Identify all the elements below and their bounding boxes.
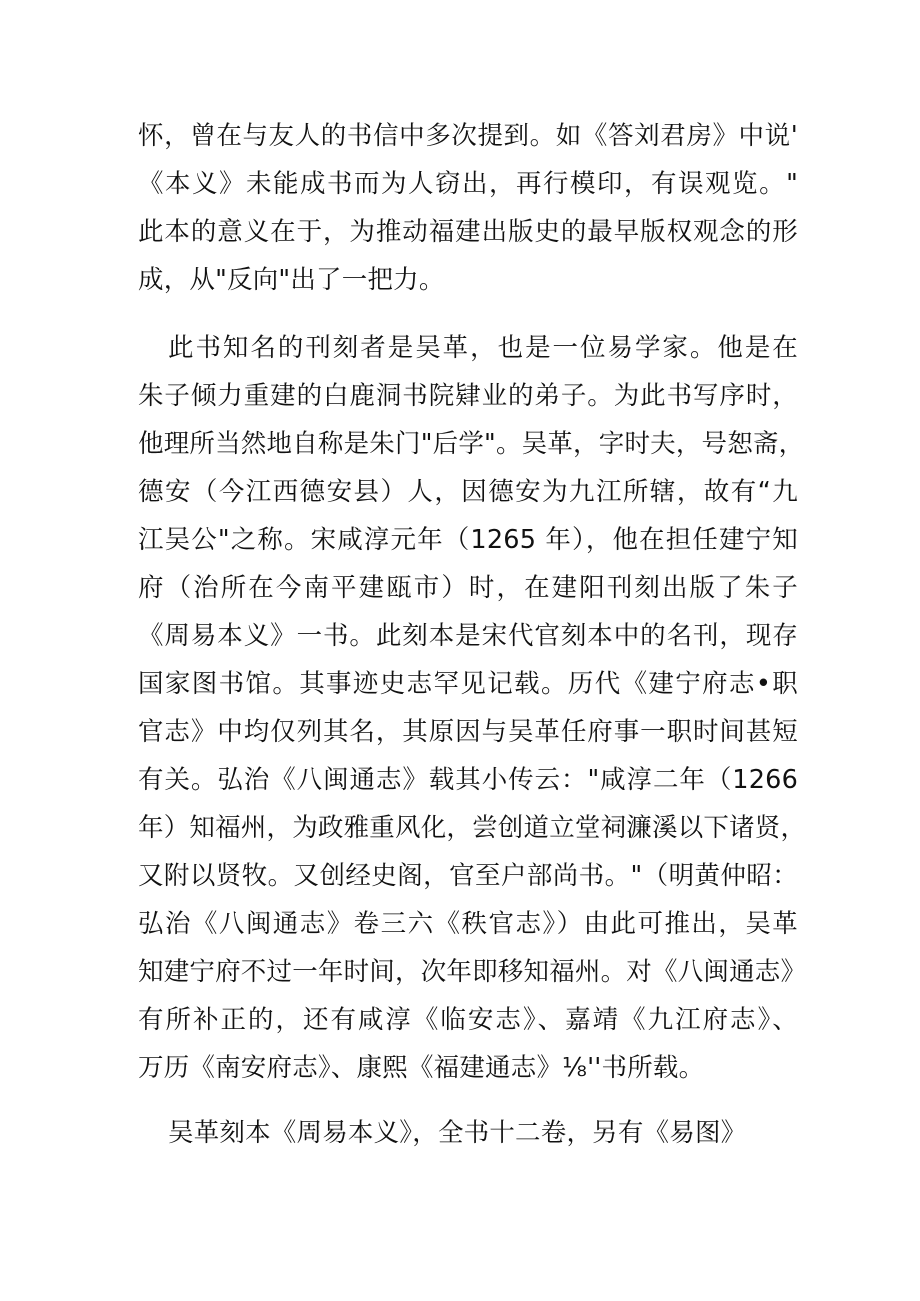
text-line: 德安（今江西德安县）人，因德安为九江所辖，故有“九 bbox=[138, 477, 798, 507]
paragraph-2 bbox=[138, 324, 807, 1092]
text-line: 有关。弘治《八闽通志》载其小传云："咸淳二年（1266 bbox=[138, 765, 798, 795]
text-line: 有所补正的，还有咸淳《临安志》、嘉靖《九江府志》、 bbox=[138, 1005, 798, 1035]
text-line: 年）知福州，为政雅重风化，尝创道立堂祠濂溪以下诸贤， bbox=[138, 813, 807, 843]
text-line: 知建宁府不过一年时间，次年即移知福州。对《八闽通志》 bbox=[138, 957, 807, 987]
text-line: 官志》中均仅列其名，其原因与吴革任府事一职时间甚短 bbox=[138, 717, 798, 747]
text-line: 成，从"反向"出了一把力。 bbox=[138, 265, 445, 295]
text-line: 又附以贤牧。又创经史阁，官至户部尚书。"（明黄仲昭： bbox=[138, 861, 798, 891]
paragraph-3 bbox=[138, 1109, 798, 1157]
text-line: 府（治所在今南平建瓯市）时，在建阳刊刻出版了朱子 bbox=[138, 573, 798, 603]
text-line: 此书知名的刊刻者是吴革，也是一位易学家。他是在 bbox=[168, 333, 798, 363]
paragraph-1 bbox=[138, 112, 798, 304]
text-line: 弘治《八闽通志》卷三六《秩官志》）由此可推出，吴革 bbox=[138, 909, 798, 939]
text-line: 江吴公"之称。宋咸淳元年（1265 年），他在担任建宁知 bbox=[138, 525, 798, 555]
text-line: 此本的意义在于，为推动福建出版史的最早版权观念的形 bbox=[138, 217, 798, 247]
text-line: 《本义》未能成书而为人窃出，再行模印，有误观览。" bbox=[138, 169, 798, 199]
text-line: 怀，曾在与友人的书信中多次提到。如《答刘君房》中说' bbox=[138, 121, 798, 151]
text-line: 《周易本义》一书。此刻本是宋代官刻本中的名刊，现存 bbox=[138, 621, 798, 651]
text-line: 万历《南安府志》、康熙《福建通志》⅛''书所载。 bbox=[138, 1053, 705, 1083]
text-line: 国家图书馆。其事迹史志罕见记载。历代《建宁府志•职 bbox=[138, 669, 798, 699]
text-line: 吴革刻本《周易本义》，全书十二卷，另有《易图》 bbox=[168, 1118, 747, 1148]
text-line: 他理所当然地自称是朱门"后学"。吴革，字时夫，号恕斋， bbox=[138, 429, 805, 459]
text-line: 朱子倾力重建的白鹿洞书院肄业的弟子。为此书写序时， bbox=[138, 381, 798, 411]
